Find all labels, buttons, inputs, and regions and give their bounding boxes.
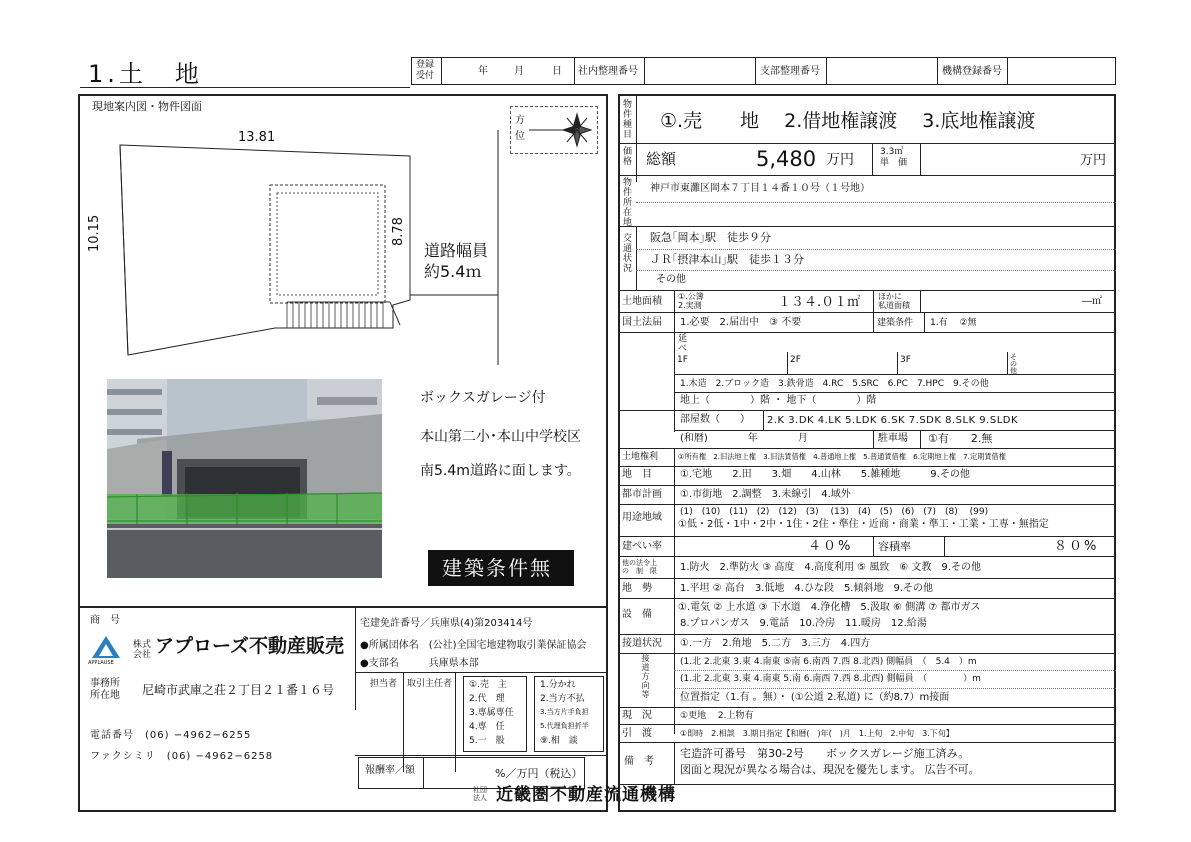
unit-price-unit: 万円	[1080, 153, 1107, 168]
private-road-label: ほかに 私道面積	[878, 292, 910, 310]
no-building-condition-badge	[428, 550, 574, 586]
rights-label: 土地権利	[622, 452, 659, 462]
chimoku-options: ①.宅地 2.田 3.畑 4.山林 5.雑種地 9.その他	[680, 469, 970, 480]
bcr-label: 建ぺい率	[622, 541, 662, 552]
floor-3f: 3F	[900, 355, 911, 365]
branch-name: ●支部名 兵庫県本部	[360, 658, 479, 669]
floor-other: その他	[1010, 353, 1017, 375]
rights-options: ①所有権 2.旧法地上権 3.旧法賃借権 4.普通地上権 5.普通賃借権 6.定期地上権 7.定期賃借権	[678, 452, 1006, 461]
term-1: 1.分かれ	[540, 680, 576, 690]
map-title: 現地案内図・物件図面	[92, 100, 202, 113]
footer-org: 近畿圏不動産流通機構	[496, 785, 676, 805]
dim-left: 10.15	[87, 214, 102, 252]
other-law-options: 1.防火 2.準防火 ③ 高度 4.高度利用 ⑤ 風致 ⑥ 文教 9.その他	[680, 562, 981, 573]
law-label: 国土法届	[622, 317, 662, 328]
road-width-label: 道路幅員	[424, 241, 489, 260]
road-width-value: 約5.4ｍ	[424, 262, 482, 281]
price-label: 価格	[622, 147, 632, 167]
office-address: 尼崎市武庫之荘２丁目２１番１６号	[142, 683, 335, 697]
area-kind: ①.公簿 2.実測	[678, 292, 704, 310]
road-direction-3: 位置指定（1.有 。無）・ (①公道 2.私道) に（約8.7）m接面	[680, 692, 950, 703]
road-direction-2: (1.北 2.北東 3.東 4.南東 5.南 6.南西 7.西 8.北西) 側幅員 （ ）m	[680, 674, 981, 684]
notes-line-1: 宅造許可番号 第30-2号 ボックスガレージ施工済み。	[680, 747, 970, 760]
dealer-label: 商 号	[90, 615, 120, 626]
company-no-label: 社内整理番号	[578, 66, 638, 77]
title-underline	[80, 87, 410, 88]
fax-number: ファクシミリ (06) −4962−6258	[90, 751, 274, 762]
property-type-options: ①.売 地 2.借地権譲渡 3.底地権譲渡	[660, 110, 1036, 132]
term-2: 2.当方不払	[540, 694, 585, 704]
association: ●所属団体名 (公社)全国宅地建物取引業保証協会	[360, 640, 587, 651]
zone-options: ①低・2低・1中・2中・1住・2住・準住・近商・商業・準工・工業・工専・無指定	[678, 519, 1049, 530]
handover-options: ①即時 2.相談 3.期日指定【和暦( )年( )月 1.上旬 2.中旬 3.下旬】	[680, 729, 954, 738]
road-status-label: 接道状況	[622, 638, 662, 649]
status-label: 現 況	[622, 710, 652, 721]
status-options: ①更地 2.上物有	[680, 711, 754, 721]
office-label: 事務所 所在地	[90, 678, 120, 701]
term-5: ⑨.相 談	[540, 736, 578, 746]
chimoku-label: 地 目	[622, 469, 652, 480]
rooms-label: 部屋数（ ）	[680, 414, 750, 425]
role-2: 2.代 理	[469, 694, 505, 704]
city-plan-label: 都市計画	[622, 489, 662, 500]
far-value: ８０%	[1054, 539, 1099, 554]
built-date: (和暦) 年 月	[680, 433, 808, 444]
dealer-name: アプローズ不動産販売	[155, 635, 345, 657]
page-title: 1.土 地	[88, 60, 203, 88]
footer-prefix: 社団 法人	[473, 786, 487, 802]
room-layouts: 2.K 3.DK 4.LK 5.LDK 6.SK 7.SDK 8.SLK 9.SLDK	[767, 415, 1019, 426]
zone-codes: (1) (10) (11) (2) (12) (3) (13) (4) (5) (6) (7) (8) (99)	[680, 507, 989, 517]
north-arrow-icon	[527, 110, 593, 150]
note-garage: ボックスガレージ付	[420, 390, 546, 406]
location: 神戸市東灘区岡本７丁目１４番１０号（１号地）	[650, 183, 870, 194]
law-value: 1.必要 2.届出中 ③ 不要	[680, 317, 802, 328]
notes-label: 備 考	[624, 756, 654, 767]
floors-above-below: 地上（ ）階 ・ 地下（ ）階	[680, 395, 877, 406]
logo-text: APPLAUSE	[88, 660, 114, 666]
plot-drawing	[80, 110, 510, 370]
traffic-2: ＪＲ｢摂津本山｣駅 徒歩１３分	[650, 253, 804, 266]
org-no-label: 機構登録番号	[942, 66, 1002, 77]
road-direction-label: 接道方向等	[641, 654, 650, 699]
note-road: 南5.4m道路に面します。	[420, 463, 581, 479]
private-road-value: ―㎡	[1082, 296, 1102, 307]
role-5: 5.一 般	[469, 736, 505, 746]
facility-label: 設 備	[622, 609, 652, 620]
registration-strip	[411, 57, 1116, 85]
traffic-1: 阪急｢岡本｣駅 徒歩９分	[650, 231, 771, 244]
road-status-options: ①.一方 2.角地 5.二方 3.三方 4.四方	[680, 638, 871, 649]
unit-price-label: 3.3㎡ 単 価	[880, 147, 908, 168]
traffic-label: 交通状況	[622, 234, 632, 274]
road-direction-1: (1.北 2.北東 3.東 4.南東 ⑤南 6.南西 7.西 8.北西) 側幅員 （ 5.4 ）m	[680, 657, 977, 667]
other-law-label: 他の法令上 の 制 限	[622, 559, 657, 575]
parking-value: ①有 2.無	[928, 432, 993, 445]
term-3: 3.当方片手負担	[540, 708, 589, 716]
area-label: 土地面積	[622, 296, 662, 307]
area-value: １３４.０１㎡	[778, 295, 861, 310]
facility-options-2: 8.プロパンガス 9.電話 10.冷房 11.暖房 12.給湯	[680, 618, 927, 629]
fee-label: 報酬率／額	[365, 765, 415, 776]
notes-line-2: 図面と現況が異なる場合は、現況を優先します。 広告不可。	[680, 763, 980, 776]
far-label: 容積率	[878, 540, 911, 553]
role-1: ①.売 主	[469, 680, 507, 690]
role-4: 4.専 任	[469, 722, 505, 732]
price-unit: 万円	[826, 152, 854, 168]
facility-options-1: ①.電気 ② 上水道 ③ 下水道 4.浄化槽 5.汲取 ⑥ 側溝 ⑦ 都市ガス	[678, 602, 981, 613]
compass-box	[510, 106, 598, 154]
type-label: 物件種目	[622, 100, 632, 140]
terrain-label: 地 勢	[622, 583, 652, 594]
terms-box	[534, 676, 604, 752]
price-value: 5,480	[756, 147, 817, 171]
note-school: 本山第二小･本山中学校区	[420, 429, 581, 445]
price-total-label: 総額	[646, 150, 677, 168]
terrain-options: 1.平坦 ② 高台 3.低地 4.ひな段 5.傾斜地 9.その他	[680, 583, 934, 594]
bcr-value: ４０%	[808, 539, 853, 554]
structure-options: 1.木造 2.ブロック造 3.鉄骨造 4.RC 5.SRC 6.PC 7.HPC 9.その他	[680, 379, 989, 389]
bldg-cond-value: 1.有 ②無	[930, 318, 977, 328]
parking-label: 駐車場	[878, 433, 908, 444]
branch-no-label: 支部整理番号	[760, 66, 820, 77]
agent-label: 取引主任者	[407, 679, 453, 689]
location-label: 物件所在地	[622, 178, 632, 228]
compass-label: 方 位	[515, 115, 525, 142]
floor-1f: 1F	[677, 355, 688, 365]
dim-top: 13.81	[238, 130, 276, 145]
fee-value: %／万円（税込）	[495, 767, 583, 780]
term-4: 5.代理負担折半	[540, 722, 589, 730]
dealer-prefix: 株式会社	[133, 640, 152, 660]
property-photo	[107, 379, 382, 578]
dim-right: 8.78	[391, 217, 406, 246]
year-label: 年	[478, 66, 488, 77]
traffic-3: その他	[656, 274, 686, 285]
badge-text: 建築条件無	[442, 556, 552, 580]
role-box	[463, 676, 527, 752]
floor-2f: 2F	[790, 355, 801, 365]
bldg-cond-label: 建築条件	[877, 318, 914, 328]
handover-label: 引 渡	[622, 728, 652, 739]
floor-total-label: 延べ	[677, 334, 687, 354]
tel-number: 電話番号 (06) −4962−6255	[90, 730, 252, 741]
day-label: 日	[552, 66, 562, 77]
month-label: 月	[514, 66, 524, 77]
reg-label: 登録 受付	[416, 60, 435, 81]
role-3: 3.専属専任	[469, 708, 514, 718]
zone-label: 用途地域	[622, 512, 662, 523]
city-plan-options: ①.市街地 2.調整 3.未線引 4.域外	[680, 489, 851, 500]
manager-label: 担当者	[370, 679, 398, 689]
license-number: 宅建免許番号／兵庫県(4)第203414号	[360, 618, 533, 629]
